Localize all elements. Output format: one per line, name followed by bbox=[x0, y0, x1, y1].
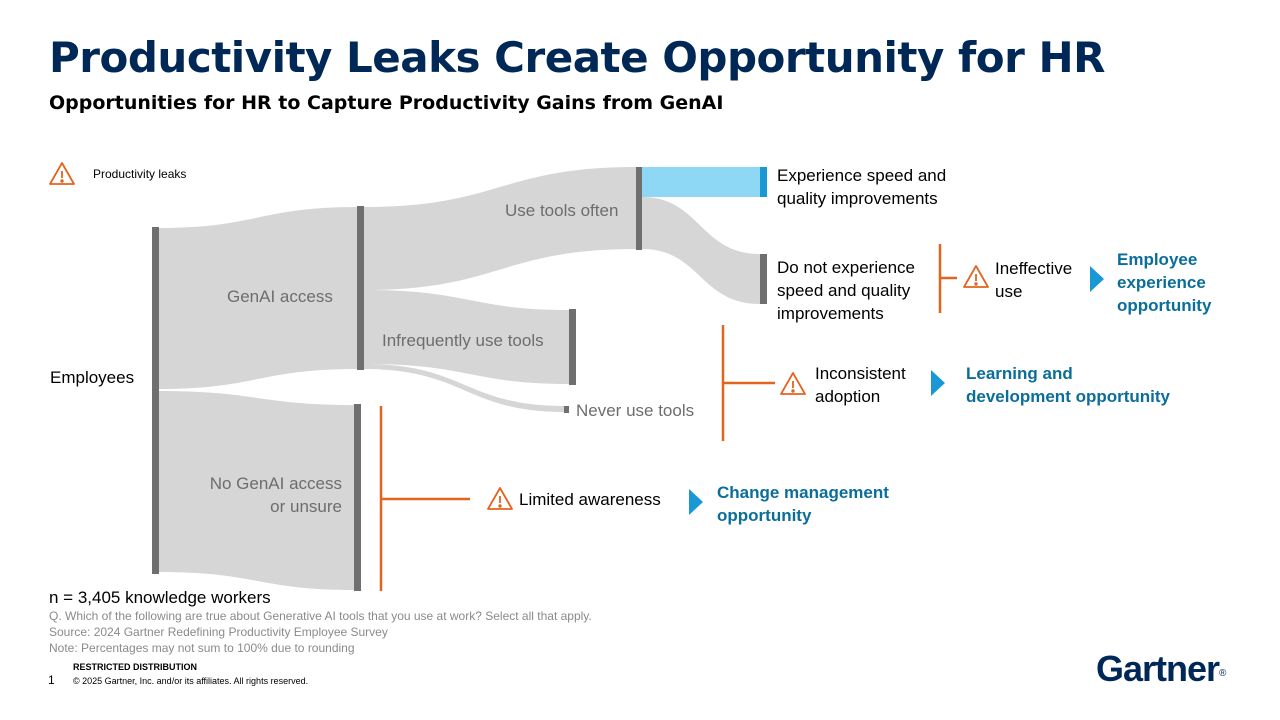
opportunity-change-line2: opportunity bbox=[717, 506, 812, 525]
page-number: 1 bbox=[48, 673, 55, 687]
restricted-distribution-label: RESTRICTED DISTRIBUTION bbox=[73, 662, 198, 672]
flow-often-to-no-experience bbox=[642, 197, 760, 304]
node-label-no-experience bbox=[777, 256, 915, 325]
copyright-notice: © 2025 Gartner, Inc. and/or its affiliates. All rights reserved. bbox=[73, 676, 309, 686]
leak-label-inconsistent-line1: Inconsistent bbox=[815, 364, 906, 383]
warning-triangle-icon-inconsistent bbox=[781, 373, 805, 394]
node-label-no-genai-line1: No GenAI access bbox=[209, 474, 342, 493]
flow-often-to-experience bbox=[642, 167, 760, 197]
node-label-infrequently-use: Infrequently use tools bbox=[382, 331, 544, 350]
opportunity-learning-line2: development opportunity bbox=[966, 387, 1170, 406]
node-label-no-genai-access bbox=[210, 472, 342, 518]
chevron-right-icon-employee-experience bbox=[1090, 266, 1104, 292]
opportunity-label-learning-development bbox=[966, 362, 1170, 408]
warning-triangle-icon-ineffective bbox=[964, 266, 988, 287]
node-bar-infrequently-use bbox=[569, 309, 576, 385]
node-bar-no-genai-access bbox=[354, 404, 361, 591]
survey-question-note: Q. Which of the following are true about Generative AI tools that you use at work? Select all that apply. bbox=[49, 609, 592, 623]
legend-warning-triangle-icon bbox=[50, 163, 74, 184]
node-label-no-experience-line3: improvements bbox=[777, 304, 884, 323]
warning-triangle-icon-limited-awareness bbox=[488, 488, 512, 509]
node-label-genai-access: GenAI access bbox=[227, 287, 333, 306]
leak-label-ineffective-use bbox=[995, 257, 1072, 303]
leak-label-ineffective-line2: use bbox=[995, 282, 1023, 301]
legend-label: Productivity leaks bbox=[93, 167, 187, 181]
opportunity-employee-line2: experience bbox=[1117, 273, 1206, 292]
leak-label-limited-awareness: Limited awareness bbox=[519, 490, 661, 509]
flow-genai-to-use-often bbox=[364, 167, 637, 290]
node-label-experience-improvements bbox=[777, 164, 946, 210]
node-label-no-genai-line2: or unsure bbox=[270, 497, 342, 516]
bracket-limited-awareness bbox=[381, 406, 470, 591]
node-label-experience-line1: Experience speed and bbox=[777, 166, 947, 185]
opportunity-label-change-management bbox=[717, 481, 889, 527]
bracket-inconsistent-adoption bbox=[723, 325, 775, 441]
node-label-never-use: Never use tools bbox=[576, 401, 695, 420]
page-title: Productivity Leaks Create Opportunity for HR bbox=[49, 33, 1105, 82]
chevron-right-icon-change-management bbox=[689, 489, 703, 515]
opportunity-change-line1: Change management bbox=[717, 483, 889, 502]
opportunity-employee-line1: Employee bbox=[1117, 250, 1198, 269]
gartner-logo bbox=[1096, 648, 1226, 690]
opportunity-label-employee-experience bbox=[1117, 248, 1211, 317]
node-bar-genai-access bbox=[357, 206, 364, 370]
opportunity-employee-line3: opportunity bbox=[1117, 296, 1212, 315]
leak-label-inconsistent-line2: adoption bbox=[815, 387, 881, 406]
gartner-logo-mark: ® bbox=[1219, 668, 1227, 679]
node-label-no-experience-line1: Do not experience bbox=[777, 258, 915, 277]
page-subtitle: Opportunities for HR to Capture Productivity Gains from GenAI bbox=[49, 92, 724, 114]
node-label-experience-line2: quality improvements bbox=[777, 189, 938, 208]
opportunity-learning-line1: Learning and bbox=[966, 364, 1073, 383]
node-bar-employees bbox=[152, 227, 159, 574]
rounding-note: Note: Percentages may not sum to 100% due to rounding bbox=[49, 641, 355, 655]
node-bar-no-experience bbox=[760, 254, 767, 304]
leak-label-inconsistent-adoption bbox=[815, 362, 906, 408]
gartner-logo-text: Gartner bbox=[1096, 648, 1220, 689]
node-label-use-tools-often: Use tools often bbox=[505, 201, 619, 220]
sample-size-label: n = 3,405 knowledge workers bbox=[49, 588, 271, 607]
node-label-employees: Employees bbox=[50, 368, 135, 387]
bracket-ineffective-use bbox=[940, 244, 957, 313]
source-note: Source: 2024 Gartner Redefining Productivity Employee Survey bbox=[49, 625, 388, 639]
chevron-right-icon-learning-development bbox=[931, 370, 945, 396]
leak-label-ineffective-line1: Ineffective bbox=[995, 259, 1073, 278]
node-label-no-experience-line2: speed and quality bbox=[777, 281, 911, 300]
node-bar-use-tools-often bbox=[636, 167, 642, 250]
node-bar-experience bbox=[760, 167, 767, 197]
node-bar-never-use bbox=[564, 406, 569, 413]
